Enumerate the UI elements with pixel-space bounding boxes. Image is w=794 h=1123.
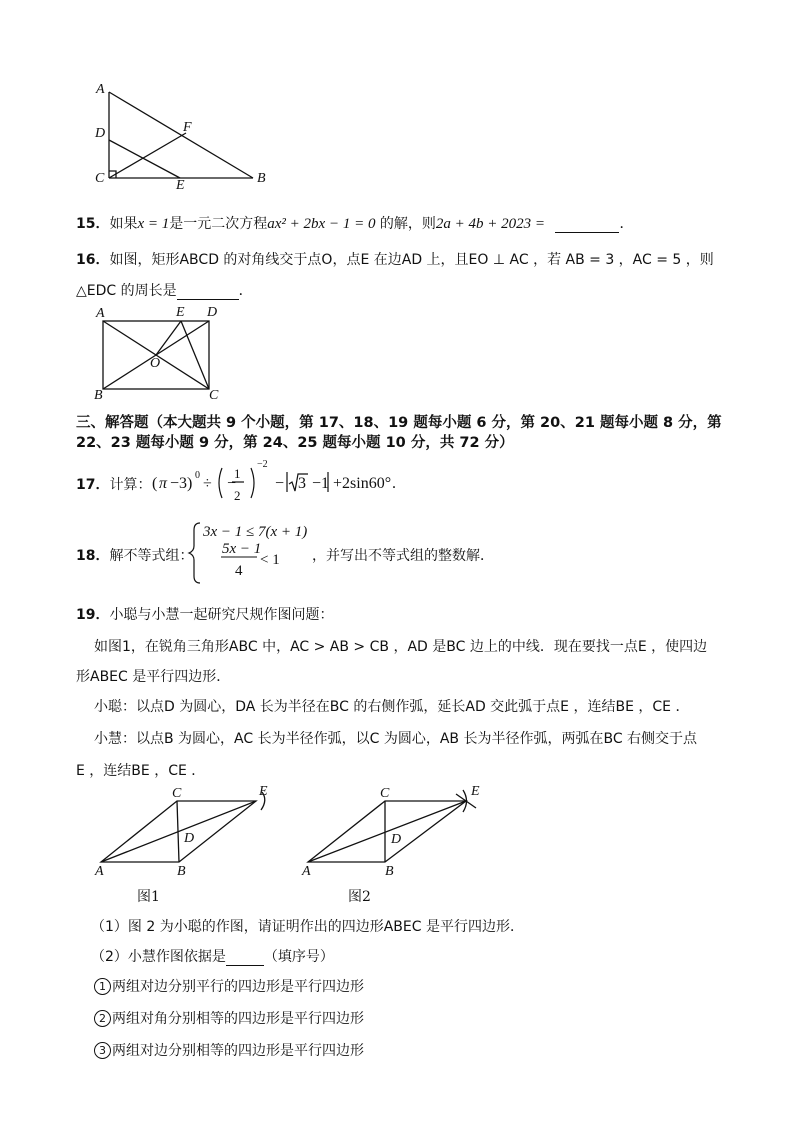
q19-subquestion-2 <box>91 946 334 966</box>
option-number-circle: 3 <box>94 1042 111 1059</box>
q16-line2-text: △EDC 的周长是 <box>76 283 177 299</box>
option-number-circle: 2 <box>94 1010 111 1027</box>
svg-text:−: − <box>227 475 237 492</box>
q15-condition: x = 1 <box>137 216 170 232</box>
svg-text:0: 0 <box>195 470 200 481</box>
fig1-label-c: C <box>172 786 182 801</box>
q19-option-2-text: 两组对角分别相等的四边形是平行四边形 <box>112 1011 364 1027</box>
q19-intro: 小聪与小慧一起研究尺规作图问题： <box>109 607 334 623</box>
fig14-label-f: F <box>183 120 192 135</box>
q19-sub2-blank[interactable] <box>226 949 264 966</box>
fig2-caption: 图2 <box>348 889 371 905</box>
svg-text:1: 1 <box>234 466 241 481</box>
svg-text:−1: −1 <box>312 475 330 492</box>
q19-option-1 <box>94 976 364 996</box>
q19-subquestion-1: （1）图 2 为小聪的作图，请证明作出的四边形ABEC 是平行四边形． <box>91 919 524 935</box>
fig1-caption: 图1 <box>137 889 160 905</box>
fig14-label-b: B <box>257 171 266 186</box>
q15-text-c: 的解，则 <box>379 216 436 232</box>
q17-number: 17． <box>76 477 110 493</box>
fig16-label-b: B <box>94 388 103 403</box>
fig14-label-c: C <box>95 171 105 186</box>
fig1-label-b: B <box>177 864 186 879</box>
q19-sub2-text: （2）小慧作图依据是 <box>91 949 226 965</box>
q19-number: 19． <box>76 607 110 623</box>
q18-text: 解不等式组： <box>109 548 194 564</box>
q19-option-2 <box>94 1008 364 1028</box>
q16-number: 16． <box>76 252 110 268</box>
q15-text-b: 是一元二次方程 <box>169 216 268 232</box>
svg-text:−: − <box>275 475 285 492</box>
svg-text:π: π <box>159 475 168 492</box>
fig2-label-e: E <box>471 784 480 799</box>
svg-text:−3): −3) <box>170 475 193 492</box>
q18-inequality-2-denominator: 4 <box>235 563 243 579</box>
q19-sub2-suffix: （填序号） <box>263 949 334 965</box>
svg-text:.: . <box>392 475 396 492</box>
q18-inequality-2-rhs: < 1 <box>260 552 280 568</box>
fig14-label-d: D <box>95 126 106 141</box>
q18-number: 18． <box>76 548 110 564</box>
option-number-circle: 1 <box>94 978 111 995</box>
q19-paragraph-3: 小慧：以点B 为圆心，AC 长为半径作弧，以C 为圆心，AB 长为半径作弧，两弧在BC 右侧交于点 <box>94 731 698 747</box>
q16-line1: 如图，矩形ABCD 的对角线交于点O，点E 在边AD 上，且EO ⊥ AC ，若 AB = 3 ，AC = 5 ，则 <box>109 252 714 268</box>
q19-option-3 <box>94 1040 364 1060</box>
q19-paragraph-1: 如图1，在锐角三角形ABC 中，AC > AB > CB ，AD 是BC 边上的中线．现在要找一点E ，使四边 <box>94 639 708 655</box>
section-3-heading-line2: 22、23 题每小题 9 分，第 24、25 题每小题 10 分，共 72 分） <box>76 435 514 451</box>
fig14-label-e: E <box>176 178 185 193</box>
svg-text:+2sin60°: +2sin60° <box>333 475 392 492</box>
fig1-label-e: E <box>259 784 268 799</box>
q15-expression: 2a + 4b + 2023 = <box>435 216 546 232</box>
fig16-label-d: D <box>207 305 218 320</box>
q15-number: 15． <box>76 216 110 232</box>
q17-text: 计算： <box>109 477 152 493</box>
q15-equation: ax² + 2bx − 1 = 0 <box>267 216 376 232</box>
fig14-label-a: A <box>96 82 105 97</box>
fig2-label-a: A <box>302 864 311 879</box>
fig1-label-a: A <box>95 864 104 879</box>
q19-paragraph-2: 小聪：以点D 为圆心，DA 长为半径在BC 的右侧作弧，延长AD 交此弧于点E ，连结BE ，CE ． <box>94 699 690 715</box>
q19-paragraph-3b: E ，连结BE ，CE ． <box>76 763 206 779</box>
fig2-label-c: C <box>380 786 390 801</box>
q18-inequality-2-numerator: 5x − 1 <box>222 541 262 557</box>
svg-text:3: 3 <box>298 475 306 492</box>
q16-end: ． <box>238 283 253 299</box>
section-3-heading: 三、解答题（本大题共 9 个小题，第 17、18、19 题每小题 6 分，第 20、21 题每小题 8 分，第 <box>76 415 722 431</box>
svg-text:(: ( <box>152 475 158 492</box>
q15-end: ． <box>619 216 634 232</box>
q15-text-a: 如果 <box>109 216 138 232</box>
q19-paragraph-1b: 形ABEC 是平行四边形． <box>76 669 231 685</box>
svg-text:−2: −2 <box>257 459 268 470</box>
q19-option-3-text: 两组对边分别相等的四边形是平行四边形 <box>112 1043 364 1059</box>
fig2-label-d: D <box>391 832 402 847</box>
fig16-label-c: C <box>209 388 219 403</box>
q18-inequality-1: 3x − 1 ≤ 7(x + 1) <box>203 524 308 540</box>
fig1-label-d: D <box>184 831 195 846</box>
svg-text:÷: ÷ <box>203 475 212 492</box>
fig16-label-o: O <box>150 356 161 371</box>
fig16-label-a: A <box>96 306 105 321</box>
fig16-label-e: E <box>176 305 185 320</box>
q18-after: ，并写出不等式组的整数解． <box>312 548 494 564</box>
q19-option-1-text: 两组对边分别平行的四边形是平行四边形 <box>112 979 364 995</box>
fig2-label-b: B <box>385 864 394 879</box>
svg-text:2: 2 <box>234 488 241 503</box>
